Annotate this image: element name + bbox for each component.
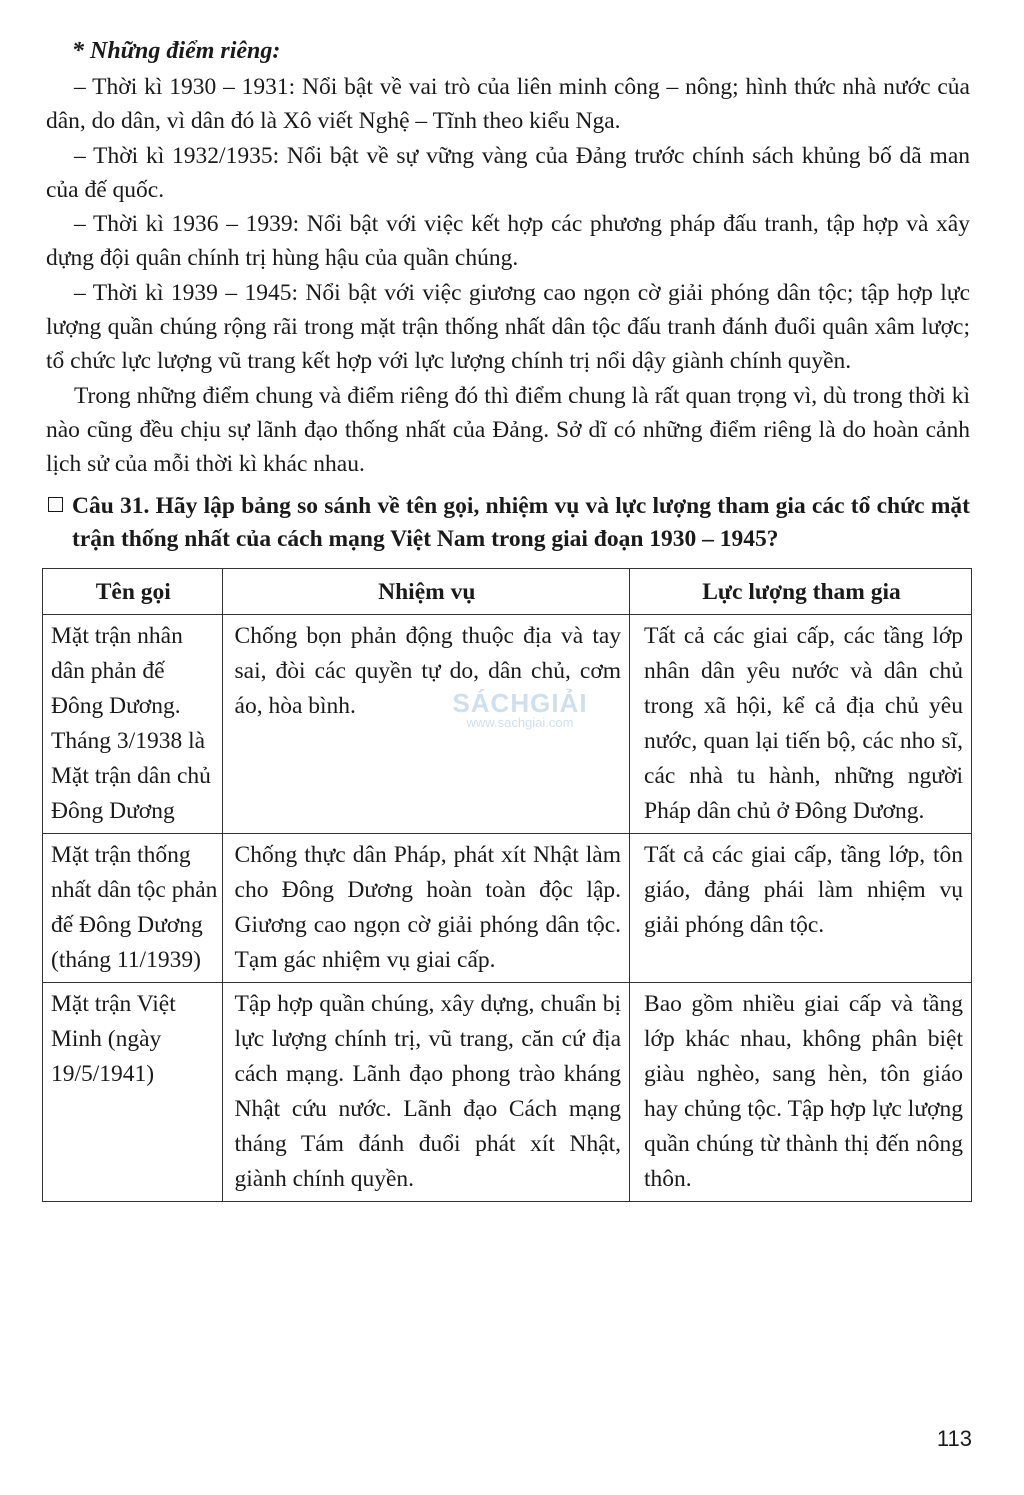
table-row bbox=[43, 833, 972, 982]
front-name-note: Tháng 3/1938 là Mặt trận dân chủ Đông Dương bbox=[51, 727, 211, 824]
checkbox-square-icon bbox=[48, 497, 63, 512]
cell-name bbox=[43, 833, 223, 982]
front-name: Mặt trận nhân dân phản đế Đông Dương. bbox=[51, 622, 183, 719]
cell-task: Chống bọn phản động thuộc địa và tay sai, đòi các quyền tự do, dân chủ, cơm áo, hòa bình. bbox=[222, 614, 630, 833]
table-row bbox=[43, 982, 972, 1201]
paragraph-period-1939-1945: – Thời kì 1939 – 1945: Nổi bật với việc giương cao ngọn cờ giải phóng dân tộc; tập hợp lực lượng quần chúng rộng rãi trong mặt trận thống nhất dân tộc đấu tranh đánh đuổi quân xâm lược; tổ chức lực lượng vũ trang kết hợp với lực lượng chính trị nổi dậy giành chính quyền. bbox=[46, 279, 970, 375]
watermark-url: www.sachgiai.com bbox=[466, 715, 574, 730]
comparison-table bbox=[42, 568, 972, 1202]
cell-forces: Tất cả các giai cấp, tầng lớp, tôn giáo, đảng phái làm nhiệm vụ giải phóng dân tộc. bbox=[630, 833, 972, 982]
question-31 bbox=[46, 490, 970, 556]
table-header-row bbox=[43, 568, 972, 614]
page-number: 113 bbox=[936, 1426, 972, 1451]
front-name: Mặt trận thống nhất dân tộc phản đế Đông Dương (tháng 11/1939) bbox=[51, 841, 218, 973]
paragraph-conclusion: Trong những điểm chung và điểm riêng đó thì điểm chung là rất quan trọng vì, dù trong thời kì nào cũng đều chịu sự lãnh đạo thống nhất của Đảng. Sở dĩ có những điểm riêng là do hoàn cảnh lịch sử của mỗi thời kì khác nhau. bbox=[46, 382, 970, 478]
cell-forces: Tất cả các giai cấp, các tầng lớp nhân dân yêu nước và dân chủ trong xã hội, kể cả địa chủ yêu nước, quan lại tiến bộ, các nho sĩ, các nhà tu hành, những người Pháp dân chủ ở Đông Dương. bbox=[630, 614, 972, 833]
front-name: Mặt trận Việt Minh (ngày 19/5/1941) bbox=[51, 990, 176, 1087]
paragraph-period-1930-1931: – Thời kì 1930 – 1931: Nổi bật về vai trò của liên minh công – nông; hình thức nhà nước của dân, do dân, vì dân đó là Xô viết Nghệ – Tĩnh theo kiểu Nga. bbox=[46, 74, 970, 135]
table-row bbox=[43, 614, 972, 833]
question-text: Câu 31. Hãy lập bảng so sánh về tên gọi, nhiệm vụ và lực lượng tham gia các tổ chức mặt trận thống nhất của cách mạng Việt Nam trong giai đoạn 1930 – 1945? bbox=[72, 492, 970, 552]
header-forces: Lực lượng tham gia bbox=[630, 568, 972, 614]
cell-task: Tập hợp quần chúng, xây dựng, chuẩn bị lực lượng chính trị, vũ trang, căn cứ địa cách mạng. Lãnh đạo phong trào kháng Nhật cứu nước. Lãnh đạo Cách mạng tháng Tám đánh đuổi phát xít Nhật, giành chính quyền. bbox=[222, 982, 630, 1201]
page-content bbox=[46, 34, 970, 1202]
watermark-logo: SÁCHGIẢI bbox=[452, 688, 588, 718]
cell-task: Chống thực dân Pháp, phát xít Nhật làm cho Đông Dương hoàn toàn độc lập. Giương cao ngọn cờ giải phóng dân tộc. Tạm gác nhiệm vụ giai cấp. bbox=[222, 833, 630, 982]
cell-forces: Bao gồm nhiều giai cấp và tầng lớp khác nhau, không phân biệt giàu nghèo, sang hèn, tôn giáo hay chủng tộc. Tập hợp lực lượng quần chúng từ thành thị đến nông thôn. bbox=[630, 982, 972, 1201]
cell-name bbox=[43, 614, 223, 833]
section-heading: * Những điểm riêng: bbox=[72, 38, 281, 64]
cell-name bbox=[43, 982, 223, 1201]
header-task: Nhiệm vụ bbox=[222, 568, 630, 614]
paragraph-period-1932-1935: – Thời kì 1932/1935: Nổi bật về sự vững vàng của Đảng trước chính sách khủng bố dã man của đế quốc. bbox=[46, 142, 970, 203]
paragraph-period-1936-1939: – Thời kì 1936 – 1939: Nổi bật với việc kết hợp các phương pháp đấu tranh, tập hợp và xây dựng đội quân chính trị hùng hậu của quần chúng. bbox=[46, 211, 970, 272]
header-name: Tên gọi bbox=[43, 568, 223, 614]
